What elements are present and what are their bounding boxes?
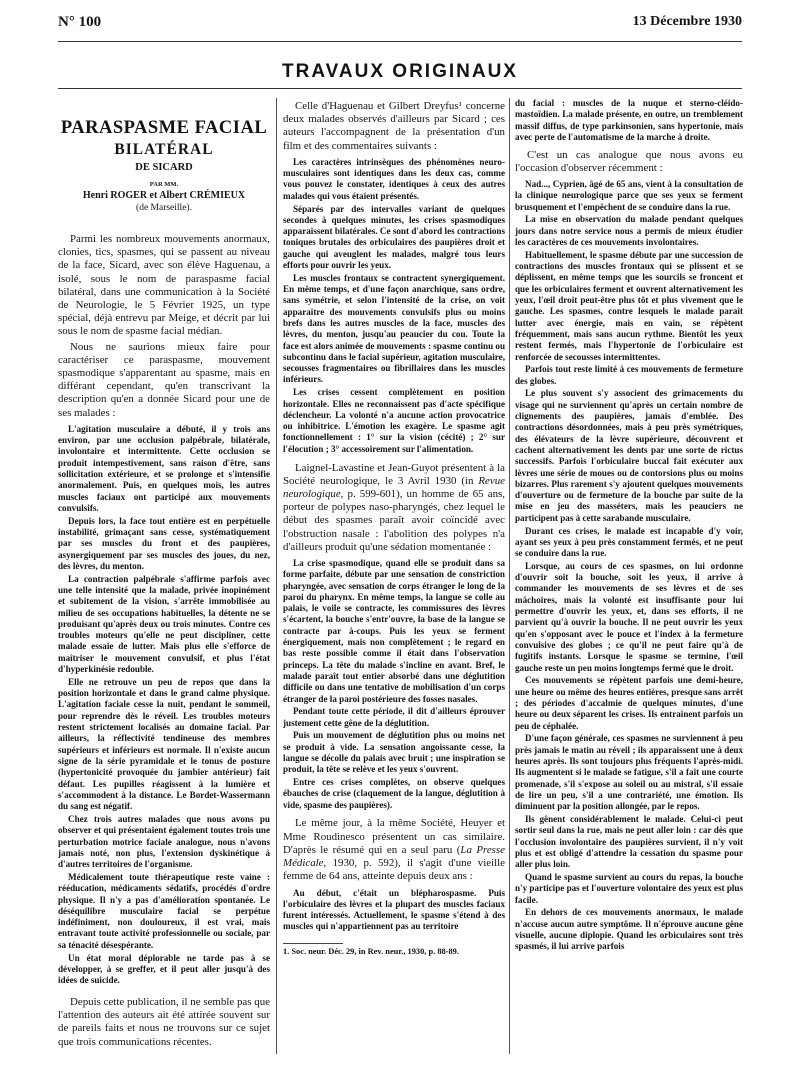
text-run: , 1930, p. 592), il s'agit d'une vieille femme de 64 ans, atteinte depuis deux ans : xyxy=(283,857,505,883)
quote-paragraph: Pendant toute cette période, il dit d'ailleurs éprouver justement cette gêne de la déglutition. xyxy=(283,706,505,728)
quote-paragraph: Entre ces crises complètes, on observe quelques ébauches de crise (claquement de la langue, déglutition à vide, spasme des paupières). xyxy=(283,777,505,810)
authors: Henri ROGER et Albert CRÉMIEUX xyxy=(82,190,246,201)
text-run: , p. 599-601), un homme de 65 ans, porteur de polypes naso-pharyngés, chez lequel le début des spasmes paraît avoir coïncidé avec l'obstruction nasale : l'abolition des polypes n'a d'ailleurs produit qu'une sédation momentanée : xyxy=(283,487,505,553)
quote-paragraph: Au début, c'était un blépharospasme. Puis l'orbiculaire des lèvres et la plupart des muscles faciaux furent intéressés. Actuellement, le spasme s'étend à des muscles qui n'appartiennent pas au territoire xyxy=(283,887,505,932)
affiliation: (de Marseille). xyxy=(136,203,192,213)
article-title-line2: BILATÉRAL xyxy=(114,141,214,158)
paragraph: Parmi les nombreux mouvements anormaux, clonies, tics, spasmes, qui se passent au niveau de la face, Sicard, avec son élève Haguenau, a isolé, sous le nom de paraspasme facial bilatéral, dans une communication à la Société de Neurologie, le 5 Février 1925, un type spécial, déjà entrevu par Meige, et décrit par lui sous le nom de spasme facial médian. xyxy=(58,233,270,338)
paragraph: Nous ne saurions mieux faire pour caractériser ce paraspasme, mouvement spasmodique s'apparentant au spasme, mais en différant cependant, qu'en transcrivant la description qu'en a donnée Sicard pour une de ses malades : xyxy=(58,340,270,419)
quote-paragraph: La mise en observation du malade pendant quelques jours dans notre service nous a permis de mieux étudier les caractères de ces mouvements involontaires. xyxy=(515,214,743,248)
quote-paragraph: Nad..., Cyprien, âgé de 65 ans, vient à la consultation de la clinique neurologique parce que ses yeux se ferment brusquement et l'empêchent de se conduire dans la rue. xyxy=(515,179,743,212)
page-header xyxy=(58,8,742,34)
quote-paragraph: Les caractères intrinsèques des phénomènes neuro-musculaires sont identiques dans les deux cas, comme vous pouvez le constater, identiques à ceux des autres malades qui vous étaient présentés. xyxy=(283,156,505,201)
paragraph xyxy=(283,462,505,554)
quotation xyxy=(515,179,743,952)
quote-paragraph: Parfois tout reste limité à ces mouvements de fermeture des globes. xyxy=(515,364,743,386)
quote-paragraph: Lorsque, au cours de ces spasmes, on lui ordonne d'ouvrir soit la bouche, soit les yeux, il arrive à commander les mouvements de ses lèvres et de ses mâchoires, mais la volonté est insuffisante pour lui permettre d'ouvrir les yeux, et, dans ses efforts, il ne parvient qu'à ouvrir la bouche. Il ne peut ouvrir les yeux qu'en s'opposant avec le pouce et l'index à la fermeture convulsive des globes ; ce qu'il ne peut faire qu'à de fugitifs instants. Lorsque le spasme se termine, l'œil gauche reste un peu moins longtemps fermé que le droit. xyxy=(515,560,743,673)
paragraph: Depuis cette publication, il ne semble pas que l'attention des auteurs ait été attirée souvent sur de pareils faits et nous ne trouvons sur ce sujet que trois communications récentes. xyxy=(58,995,270,1048)
column-3 xyxy=(515,98,743,1062)
quote-paragraph: Un état moral déplorable ne tarde pas à se développer, à se greffer, et il peut aller jusqu'à des idées de suicide. xyxy=(58,952,270,986)
issue-number: N° 100 xyxy=(58,14,102,30)
paragraph: C'est un cas analogue que nous avons eu l'occasion d'observer récemment : xyxy=(515,148,743,174)
quote-paragraph: Durant ces crises, le malade est incapable d'y voir, ayant ses yeux à peu près constamment fermés, et ne peut se conduire dans la rue. xyxy=(515,525,743,559)
quote-paragraph: Quand le spasme survient au cours du repas, la bouche n'y participe pas et l'ouverture volontaire des yeux est plus facile. xyxy=(515,871,743,905)
quote-paragraph: En dehors de ces mouvements anormaux, le malade n'accuse aucun autre symptôme. Il n'éprouve aucune gêne visuelle, aucune diplopie. Quand les orbiculaires sont très spasmés, il lui arrive parfois xyxy=(515,907,743,952)
byline-par: PAR MM. xyxy=(149,181,179,188)
article-heading xyxy=(58,118,270,213)
quote-paragraph: Séparés par des intervalles variant de quelques secondes à quelques minutes, les crises spasmodiques apparaissent bilatérales. Ce sont d'abord les contractions toniques brutales des orbiculaires des paupières droit et gauche qui aveuglent les malades, malgré tous leurs efforts pour ouvrir les yeux. xyxy=(283,203,505,270)
column-divider-2 xyxy=(509,98,510,1054)
quote-paragraph: Habituellement, le spasme débute par une succession de contractions des muscles frontaux qui se plissent et se déplissent, en même temps que les sourcils se froncent et que les orbiculaires ferment et ouvrent alternativement les yeux, l'œil droit peut-être plus tôt et plus vivement que le gauche. Les spasmes, contre lesquels le malade paraît lutter avec énergie, mais en vain, se répètent fréquemment, mais sans aucun rythme. Bientôt les yeux restent fermés, mais l'hypertonie de l'orbiculaire est renforcée de secousses intermittentes. xyxy=(515,249,743,362)
column-1 xyxy=(58,100,270,1062)
header-rule xyxy=(58,41,742,42)
text-run: Laignel-Lavastine et Jean-Guyot présentent à la Société neurologique, le 3 Avril 1930 (in xyxy=(283,461,505,487)
quote-paragraph: Depuis lors, la face tout entière est en perpétuelle instabilité, grimaçant sans cesse, systématiquement par ses muscles du front et des paupières, asynergiquement par ses muscles des joues, du nez, des lèvres, du menton. xyxy=(58,515,270,571)
issue-date: 13 Décembre 1930 xyxy=(632,14,742,29)
footnote-rule xyxy=(283,943,343,944)
quote-paragraph: Ces mouvements se répètent parfois une demi-heure, une heure ou même des heures entières, presque sans arrêt ; des périodes d'accalmie de quelques minutes, d'une heure ou deux séparent les crises. Ils entraînent parfois un peu de céphalée. xyxy=(515,675,743,731)
column-divider-1 xyxy=(276,98,277,1054)
journal-name: La Presse Médicale xyxy=(283,843,505,870)
quotation xyxy=(58,424,270,987)
quotation xyxy=(283,558,505,811)
quote-paragraph: Chez trois autres malades que nous avons pu observer et qui présentaient également toutes trois une perturbation motrice faciale analogue, nous n'avons jamais noté, non plus, l'extension dyskinétique à d'autres territoires de l'organisme. xyxy=(58,813,270,870)
quote-paragraph: du facial : muscles de la nuque et sterno-cléido-mastoïdien. La malade présente, en outre, un tremblement massif diffus, de type parkinsonien, sans hypertonie, mais avec perte de l'automatisme de la marche à droite. xyxy=(515,98,743,142)
column-2 xyxy=(283,100,505,1062)
quote-paragraph: Puis un mouvement de déglutition plus ou moins net se produit à vide. La sensation angoissante cesse, la langue se décolle du palais avec bruit ; une inspiration se produit, la tête se relève et les yeux s'ouvrent. xyxy=(283,730,505,775)
journal-name: Revue neurologique xyxy=(283,474,505,500)
quote-paragraph: L'agitation musculaire a débuté, il y trois ans environ, par une occlusion palpébrale, bilatérale, involontaire et intermittente. Cette occlusion se produit intempestivement, sans raison d'être, sans sollicitation extérieure, et se prolonge et s'intensifie anormalement. Puis, en quelques mois, les autres muscles faciaux ont participé aux mouvements convulsifs. xyxy=(58,423,270,513)
quote-paragraph: D'une façon générale, ces spasmes ne surviennent à peu près jamais le matin au réveil ; ils apparaissent une à deux heures après. Ils sont toujours plus fréquents l'après-midi. Ils augmentent si le malade se fatigue, s'il a fait une courte promenade, s'il s'expose au soleil ou au mistral, s'il essaie de lire un peu, s'il a une contrariété, une émotion. Ils diminuent par la position allongée, par le repos. xyxy=(515,733,743,812)
footnote: 1. Soc. neur. Déc. 29, in Rev. neur., 1930, p. 88-89. xyxy=(283,946,459,956)
quotation xyxy=(283,888,505,933)
section-title: TRAVAUX ORIGINAUX xyxy=(282,61,518,82)
quote-paragraph: La contraction palpébrale s'affirme parfois avec une telle intensité que la malade, privée inopinément et subitement de la vision, s'arrête immobilisée au milieu de ses occupations habituelles, la détente ne se produisant qu'après deux ou trois minutes. Contre ces troubles moteurs qu'elle ne peut discipliner, cette malade essaie de lutter. Mais plus elle s'efforce de maîtriser le mouvement convulsif, et plus l'état d'hyperkinésie redouble. xyxy=(58,573,270,675)
text-run: Le même jour, à la même Société, Heuyer et Mme Roudinesco présentent un cas similaire. D'après le résumé qui en a seul paru ( xyxy=(283,817,505,856)
quote-paragraph: Médicalement toute thérapeutique reste vaine : rééducation, médicaments sédatifs, procédés d'ordre physique. Il n'y a pas d'amélioration spontanée. Le déséquilibre musculaire facial se perpétue indéfiniment, non douloureux, il est vrai, mais entravant toute activité professionnelle ou sociale, par sa ténacité désespérante. xyxy=(58,871,270,950)
article-title: PARASPASME FACIAL xyxy=(60,118,268,138)
quote-paragraph: Les crises cessent complètement en position horizontale. Elles ne reconnaissent pas d'acte spécifique déclencheur. La volonté n'a aucune action provocatrice ou inhibitrice. L'émotion les exagère. Le spasme agit fonctionnellement : 1° sur la vision (cécité) ; 2° sur l'élocution ; 3° accessoirement sur l'alimentation. xyxy=(283,387,505,454)
quotation xyxy=(283,157,505,455)
article-title-line3: DE SICARD xyxy=(135,162,193,173)
paragraph: Celle d'Haguenau et Gilbert Dreyfus¹ concerne deux malades observés d'ailleurs par Sicard ; ces auteurs l'accompagnent de la présentation d'un film et des commentaires suivants : xyxy=(283,100,505,152)
quote-paragraph: Les muscles frontaux se contractent synergiquement. En même temps, et d'une façon anarchique, sans ordre, sans symétrie, et selon l'intensité de la crise, on voit apparaître des mouvements convulsifs plus ou moins brefs dans les autres muscles de la face, muscles des lèvres, du menton, jusqu'au peaucier du cou. Toute la face est alors animée de mouvements : spasme continu ou subcontinu dans le facial supérieur, agitation musculaire, secousses fragmentaires ou fibrillaires dans les muscles inférieurs. xyxy=(283,272,505,385)
quote-paragraph: La crise spasmodique, quand elle se produit dans sa forme parfaite, débute par une sensation de constriction pharyngée, avec sensation de corps étranger le long de la paroi du pharynx. En même temps, la langue se colle au palais, le voile se contracte, les commissures des lèvres s'écartent, la bouche s'entr'ouvre, la base de la langue se contracte par à-coups. Puis les yeux se ferment énergiquement, mais non complètement ; le regard en bas reste possible comme il était dans l'observation princeps. La tête du malade s'incline en avant. Bref, le malade paraît tout entier absorbé dans une déglutition difficile ou dans une tentative de mobilisation d'un corps étranger de la paroi postérieure des fosses nasales. xyxy=(283,557,505,704)
quotation xyxy=(515,98,743,143)
quote-paragraph: Le plus souvent s'y associent des grimacements du visage qui ne surviennent qu'après un certain nombre de clignements des paupières, jamais d'emblée. Des contractions désordonnées, mais à peu près symétriques, des élévateurs de la lèvre supérieure, découvrent et cachent alternativement les dents par une sorte de rictus successifs. Parfois l'orbiculaire buccal fait exécuter aux lèvres une série de moues ou de contorsions plus ou moins bizarres. Plus rarement s'y ajoutent quelques mouvements d'ouverture ou de fermeture de la bouche par suite de la mise en jeu des masséters, mais les peauciers ne participent pas à cette sarabande musculaire. xyxy=(515,388,743,523)
section-rule xyxy=(58,88,742,89)
paragraph xyxy=(283,817,505,883)
quote-paragraph: Ils gênent considérablement le malade. Celui-ci peut sortir seul dans la rue, mais ne peut aller loin : car dès que l'occlusion involontaire des paupières survient, il n'y voit plus et est obligé d'attendre la cessation du spasme pour aller plus loin. xyxy=(515,813,743,870)
quote-paragraph: Elle ne retrouve un peu de repos que dans la position horizontale et dans le grand calme physique. L'agitation faciale cesse la nuit, pendant le sommeil, pour reprendre dès le réveil. Les troubles moteurs restent strictement localisés au domaine facial. Par ailleurs, la réflectivité tendineuse des membres supérieurs et inférieurs est normale. Il n'existe aucun signe de la série pyramidale et le tonus de posture (hypertonicité provoquée du jambier antérieur) fait défaut. Les pupilles réagissent à la lumière et s'accommodent à la distance. Le Bordet-Wassermann du sang est négatif. xyxy=(58,676,270,812)
